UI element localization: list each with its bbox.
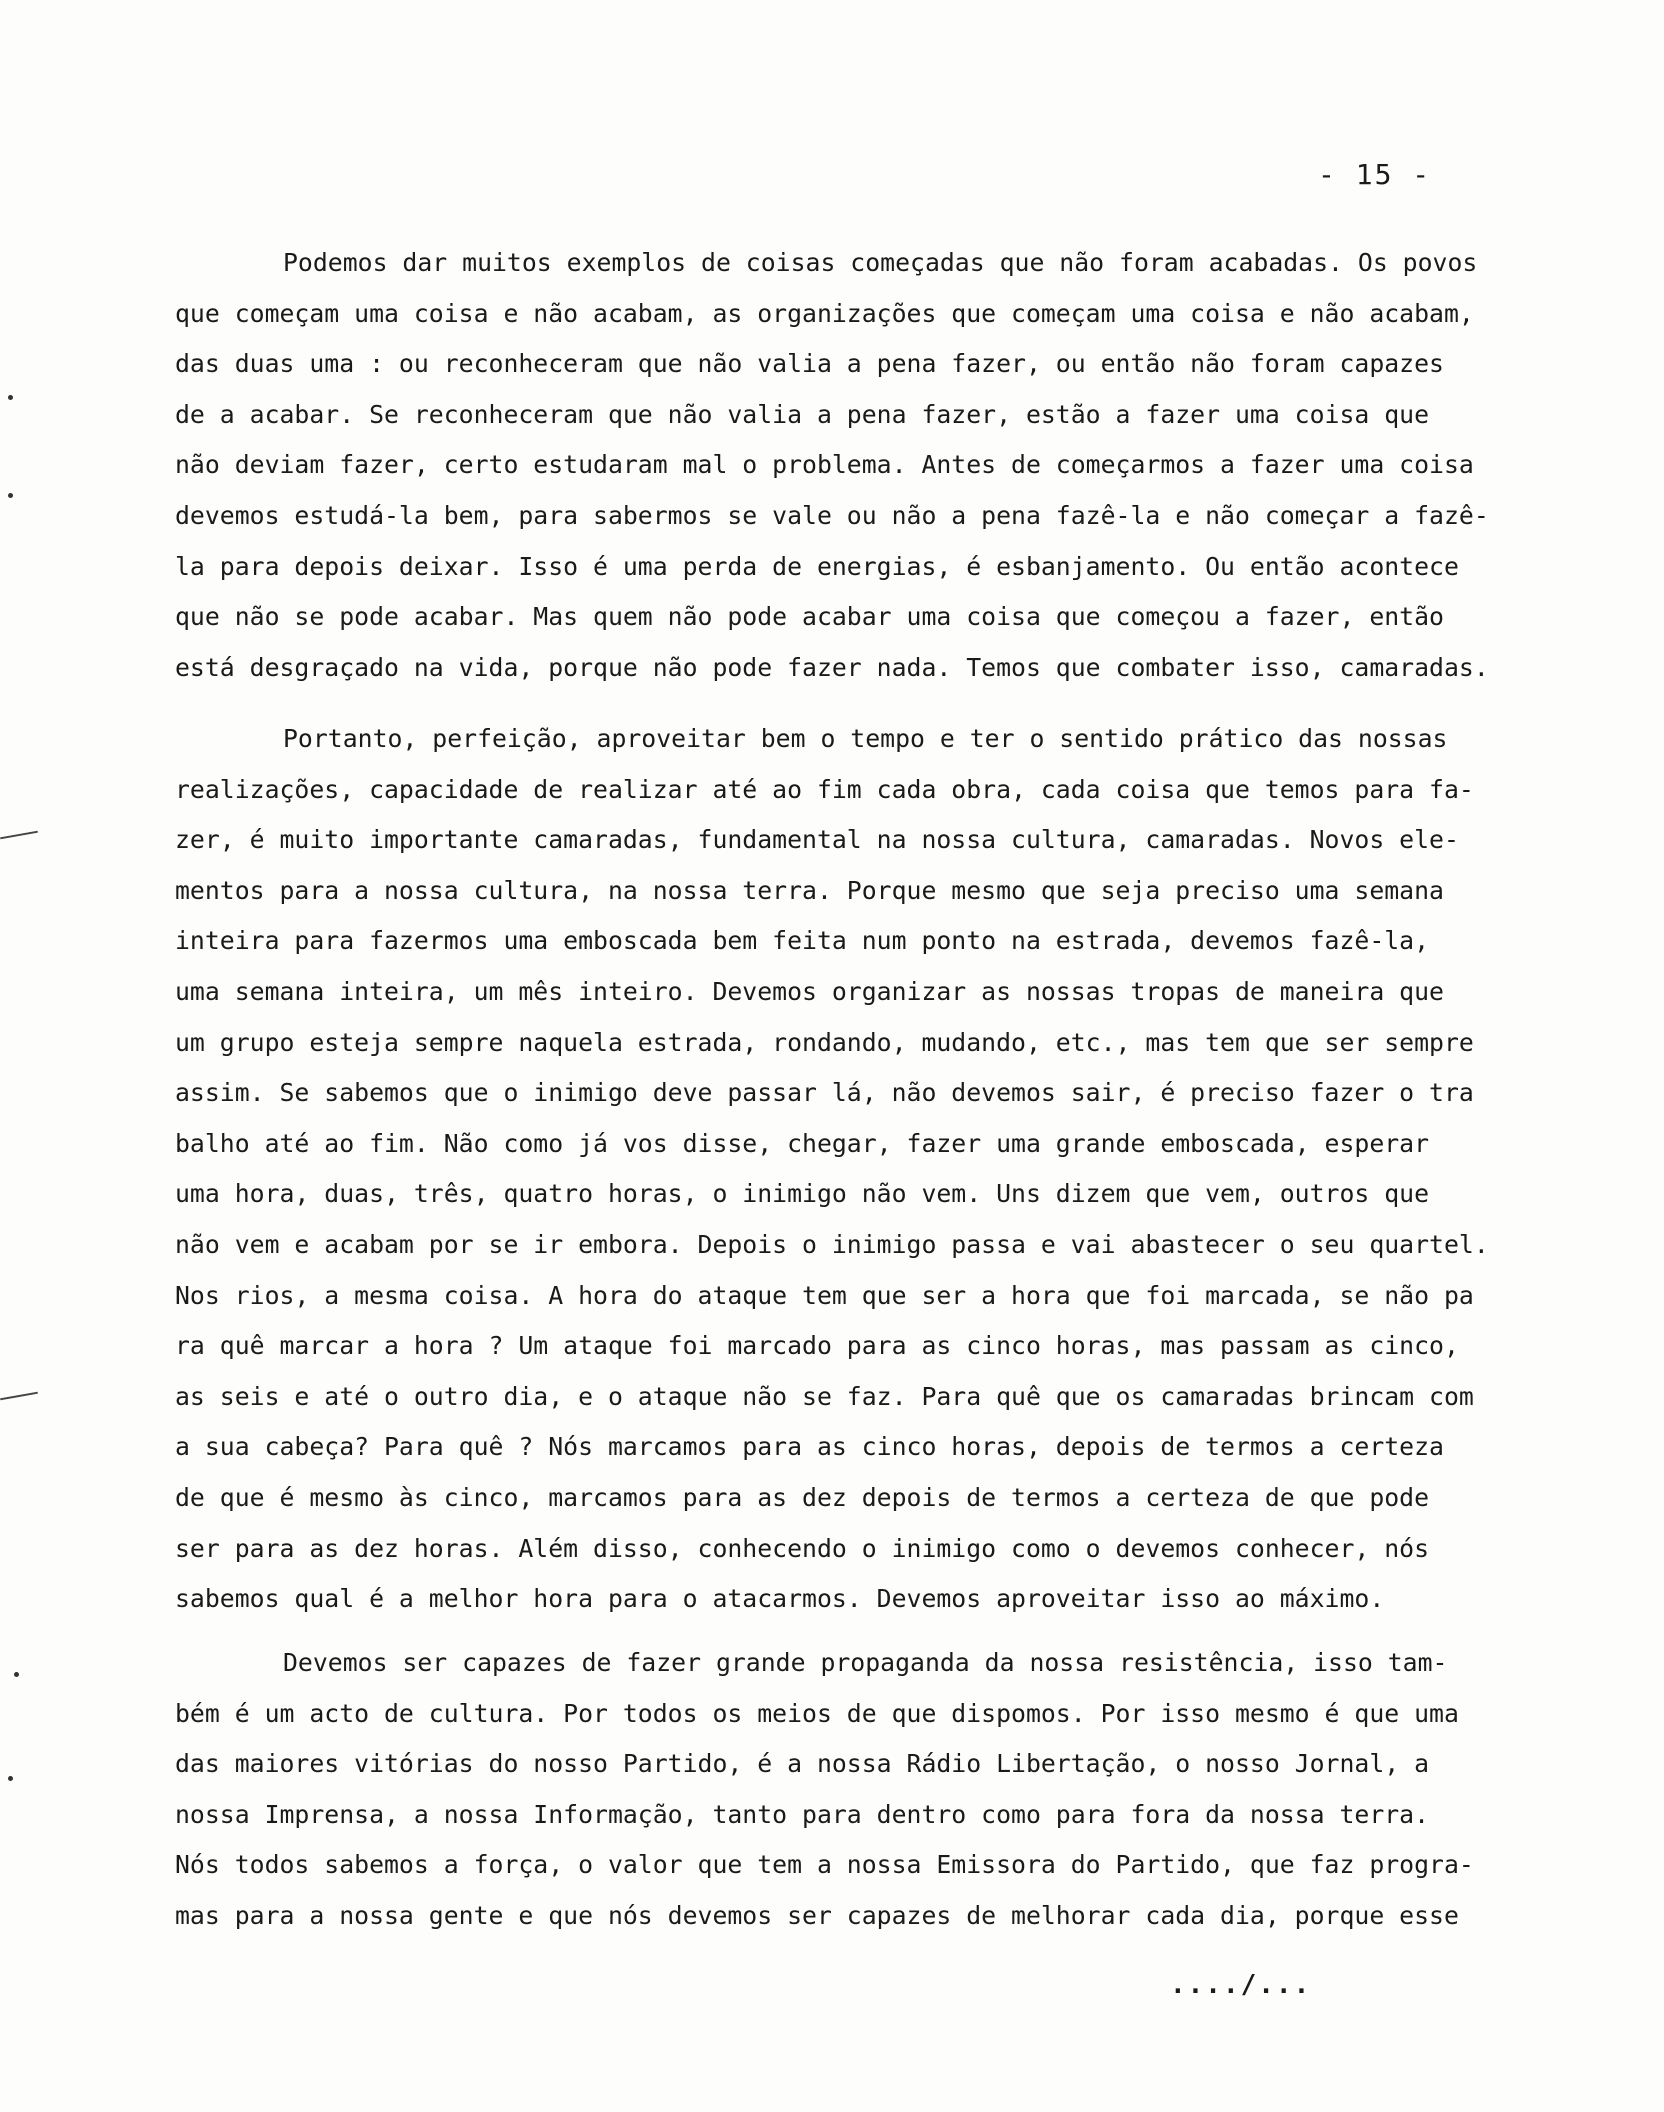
text-line: ra quê marcar a hora ? Um ataque foi marcado para as cinco horas, mas passam as cinco, [175, 1331, 1459, 1361]
text-line: das duas uma : ou reconheceram que não valia a pena fazer, ou então não foram capazes [175, 349, 1444, 379]
text-line: Devemos ser capazes de fazer grande propaganda da nossa resistência, isso tam- [283, 1648, 1448, 1677]
paragraph-2 [175, 714, 1535, 1625]
text-line: mentos para a nossa cultura, na nossa terra. Porque mesmo que seja preciso uma semana [175, 875, 1444, 905]
text-line: uma hora, duas, três, quatro horas, o inimigo não vem. Uns dizem que vem, outros que [175, 1179, 1430, 1209]
text-line: nossa Imprensa, a nossa Informação, tanto para dentro como para fora da nossa terra. [175, 1799, 1430, 1829]
text-line: zer, é muito importante camaradas, fundamental na nossa cultura, camaradas. Novos ele- [175, 825, 1459, 855]
text-line: Portanto, perfeição, aproveitar bem o tempo e ter o sentido prático das nossas [283, 724, 1448, 753]
text-line: la para depois deixar. Isso é uma perda de energias, é esbanjamento. Ou então acontece [175, 551, 1459, 581]
margin-dot [14, 1672, 19, 1677]
text-line: sabemos qual é a melhor hora para o atacarmos. Devemos aproveitar isso ao máximo. [175, 1584, 1385, 1614]
margin-dot [8, 395, 13, 400]
continuation-mark: ..../... [1170, 1970, 1312, 2000]
text-line: Nós todos sabemos a força, o valor que tem a nossa Emissora do Partido, que faz progra- [175, 1850, 1474, 1880]
text-line: das maiores vitórias do nosso Partido, é a nossa Rádio Libertação, o nosso Jornal, a [175, 1749, 1430, 1779]
text-line: mas para a nossa gente e que nós devemos ser capazes de melhorar cada dia, porque esse [175, 1900, 1459, 1930]
text-line: assim. Se sabemos que o inimigo deve passar lá, não devemos sair, é preciso fazer o tra [175, 1078, 1474, 1108]
text-line: uma semana inteira, um mês inteiro. Devemos organizar as nossas tropas de maneira que [175, 976, 1444, 1006]
text-line: um grupo esteja sempre naquela estrada, rondando, mudando, etc., mas tem que ser sempre [175, 1027, 1474, 1057]
margin-tick [0, 1392, 38, 1401]
text-line: de a acabar. Se reconheceram que não valia a pena fazer, estão a fazer uma coisa que [175, 399, 1430, 429]
text-line: que começam uma coisa e não acabam, as organizações que começam uma coisa e não acabam, [175, 298, 1474, 328]
text-line: balho até ao fim. Não como já vos disse, chegar, fazer uma grande emboscada, esperar [175, 1128, 1430, 1158]
margin-dot [8, 1776, 13, 1781]
paragraph-3 [175, 1638, 1535, 1942]
text-line: as seis e até o outro dia, e o ataque não se faz. Para quê que os camaradas brincam com [175, 1381, 1474, 1411]
page-number: - 15 - [1318, 158, 1432, 191]
text-line: a sua cabeça? Para quê ? Nós marcamos para as cinco horas, depois de termos a certeza [175, 1432, 1444, 1462]
text-line: devemos estudá-la bem, para sabermos se vale ou não a pena fazê-la e não começar a fazê- [175, 500, 1489, 530]
text-line: realizações, capacidade de realizar até ao fim cada obra, cada coisa que temos para fa- [175, 774, 1474, 804]
text-line: está desgraçado na vida, porque não pode fazer nada. Temos que combater isso, camaradas. [175, 652, 1489, 682]
text-line: não vem e acabam por se ir embora. Depois o inimigo passa e vai abastecer o seu quartel. [175, 1229, 1489, 1259]
text-line: Podemos dar muitos exemplos de coisas começadas que não foram acabadas. Os povos [283, 248, 1478, 277]
text-line: bém é um acto de cultura. Por todos os meios de que dispomos. Por isso mesmo é que uma [175, 1698, 1459, 1728]
paragraph-1 [175, 238, 1535, 693]
text-line: inteira para fazermos uma emboscada bem feita num ponto na estrada, devemos fazê-la, [175, 926, 1430, 956]
text-line: não deviam fazer, certo estudaram mal o problema. Antes de começarmos a fazer uma coisa [175, 450, 1474, 480]
margin-dot [8, 493, 13, 498]
text-line: Nos rios, a mesma coisa. A hora do ataque tem que ser a hora que foi marcada, se não pa [175, 1280, 1474, 1310]
text-line: que não se pode acabar. Mas quem não pode acabar uma coisa que começou a fazer, então [175, 602, 1444, 632]
text-line: ser para as dez horas. Além disso, conhecendo o inimigo como o devemos conhecer, nós [175, 1533, 1430, 1563]
margin-tick [0, 831, 38, 840]
text-line: de que é mesmo às cinco, marcamos para as dez depois de termos a certeza de que pode [175, 1482, 1430, 1512]
